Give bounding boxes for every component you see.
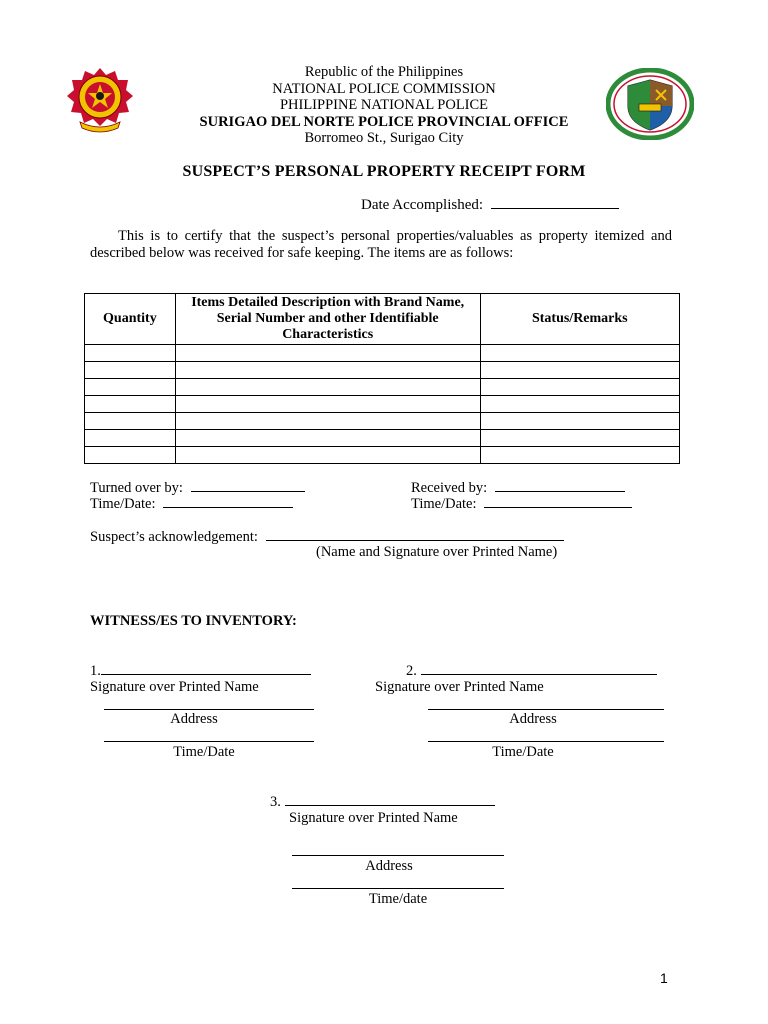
witness-1-time-line[interactable] xyxy=(104,741,314,742)
quantity-cell[interactable] xyxy=(85,413,176,430)
witness-2-time-line[interactable] xyxy=(428,741,664,742)
quantity-cell[interactable] xyxy=(85,345,176,362)
column-header-quantity: Quantity xyxy=(85,294,176,345)
description-cell[interactable] xyxy=(175,379,480,396)
status-cell[interactable] xyxy=(480,413,679,430)
status-cell[interactable] xyxy=(480,345,679,362)
witness-2-signature-caption: Signature over Printed Name xyxy=(375,679,544,695)
witness-3-signature-caption: Signature over Printed Name xyxy=(289,810,458,826)
description-cell[interactable] xyxy=(175,396,480,413)
table-row xyxy=(85,413,680,430)
turned-over-field[interactable] xyxy=(191,479,305,492)
turned-over-time-label: Time/Date: xyxy=(90,496,156,512)
acknowledgement-label: Suspect’s acknowledgement: xyxy=(90,529,258,545)
witness-3-number: 3. xyxy=(270,794,281,810)
quantity-cell[interactable] xyxy=(85,379,176,396)
form-title: SUSPECT’S PERSONAL PROPERTY RECEIPT FORM xyxy=(182,163,586,180)
quantity-cell[interactable] xyxy=(85,396,176,413)
witness-3-time-line[interactable] xyxy=(292,888,504,889)
witness-1-address-line[interactable] xyxy=(104,709,314,710)
header-pnp: PHILIPPINE NATIONAL POLICE xyxy=(279,97,489,113)
column-header-status: Status/Remarks xyxy=(480,294,679,345)
pnp-seal-logo xyxy=(66,66,134,134)
description-cell[interactable] xyxy=(175,362,480,379)
header-provincial-office: SURIGAO DEL NORTE POLICE PROVINCIAL OFFICE xyxy=(199,113,569,130)
acknowledgement-caption: (Name and Signature over Printed Name) xyxy=(316,544,558,560)
received-time-field[interactable] xyxy=(484,495,632,508)
witness-2-time-caption: Time/Date xyxy=(492,744,554,760)
witness-2-number: 2. xyxy=(406,663,417,679)
sdn-ppo-seal-logo xyxy=(606,68,694,140)
witness-2-signature-row xyxy=(406,662,657,679)
witness-3-time-caption: Time/date xyxy=(368,891,428,907)
letterhead xyxy=(150,64,618,147)
witness-2-signature-field[interactable] xyxy=(421,662,657,675)
date-accomplished-row xyxy=(361,196,619,213)
table-header-row xyxy=(85,294,680,345)
header-republic: Republic of the Philippines xyxy=(304,64,464,80)
witness-2-address-line[interactable] xyxy=(428,709,664,710)
witness-3-signature-field[interactable] xyxy=(285,793,495,806)
turned-over-time-field[interactable] xyxy=(163,495,293,508)
description-cell[interactable] xyxy=(175,447,480,464)
table-row xyxy=(85,430,680,447)
table-row xyxy=(85,396,680,413)
header-napolcom: NATIONAL POLICE COMMISSION xyxy=(272,80,496,97)
witness-1-signature-row xyxy=(90,662,311,679)
date-accomplished-field[interactable] xyxy=(491,196,619,209)
description-cell[interactable] xyxy=(175,345,480,362)
acknowledgement-field[interactable] xyxy=(266,528,564,541)
witness-3-address-caption: Address xyxy=(365,858,413,874)
turned-over-label: Turned over by: xyxy=(90,480,183,496)
witnesses-title: WITNESS/ES TO INVENTORY: xyxy=(90,613,297,629)
description-cell[interactable] xyxy=(175,430,480,447)
certification-paragraph: This is to certify that the suspect’s personal properties/valuables as property itemized and described below was received for safe keeping. The items are as follows: xyxy=(90,228,672,261)
witness-2-address-caption: Address xyxy=(509,711,557,727)
status-cell[interactable] xyxy=(480,396,679,413)
received-by-label: Received by: xyxy=(411,480,488,496)
status-cell[interactable] xyxy=(480,379,679,396)
description-cell[interactable] xyxy=(175,413,480,430)
received-time-row xyxy=(411,495,632,512)
acknowledgement-row xyxy=(90,528,564,545)
items-table xyxy=(84,293,680,464)
received-by-row xyxy=(411,479,625,496)
column-header-description-text: Items Detailed Description with Brand Name, Serial Number and other Identifiable Characteristics xyxy=(191,295,465,342)
witness-3-signature-row xyxy=(270,793,495,810)
header-address: Borromeo St., Surigao City xyxy=(304,130,464,146)
witness-3-address-line[interactable] xyxy=(292,855,504,856)
table-row xyxy=(85,362,680,379)
turned-over-time-row xyxy=(90,495,293,512)
received-by-field[interactable] xyxy=(495,479,625,492)
date-accomplished-label: Date Accomplished: xyxy=(361,197,484,213)
status-cell[interactable] xyxy=(480,430,679,447)
table-row xyxy=(85,447,680,464)
witness-1-signature-field[interactable] xyxy=(101,662,311,675)
received-time-label: Time/Date: xyxy=(411,496,477,512)
quantity-cell[interactable] xyxy=(85,447,176,464)
status-cell[interactable] xyxy=(480,447,679,464)
table-row xyxy=(85,345,680,362)
page-number: 1 xyxy=(660,970,668,986)
table-row xyxy=(85,379,680,396)
column-header-description xyxy=(175,294,480,345)
quantity-cell[interactable] xyxy=(85,362,176,379)
witness-1-address-caption: Address xyxy=(170,711,218,727)
quantity-cell[interactable] xyxy=(85,430,176,447)
witness-1-signature-caption: Signature over Printed Name xyxy=(90,679,259,695)
witness-1-time-caption: Time/Date xyxy=(173,744,235,760)
status-cell[interactable] xyxy=(480,362,679,379)
turned-over-row xyxy=(90,479,305,496)
witness-1-number: 1. xyxy=(90,663,101,679)
